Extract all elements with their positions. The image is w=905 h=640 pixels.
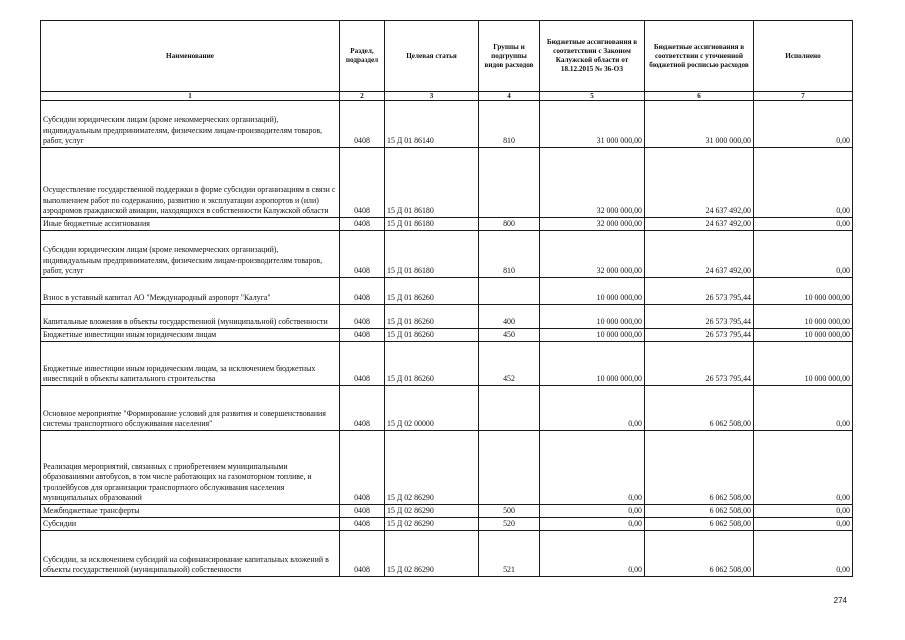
row-group [479, 386, 540, 431]
header-executed: Исполнено [754, 21, 853, 92]
row-law-amount: 0,00 [540, 505, 645, 518]
row-refined-amount: 24 637 492,00 [645, 218, 754, 231]
table-row [41, 278, 853, 305]
row-group: 452 [479, 342, 540, 386]
header-law-allocations: Бюджетные ассигнования в соответствии с Законом Калужской области от 18.12.2015 № 36-ОЗ [540, 21, 645, 92]
row-name: Субсидии юридическим лицам (кроме некоммерческих организаций), индивидуальным предпринимателям, физическим лицам-производителям товаров, работ, услуг [41, 101, 340, 148]
column-number: 5 [540, 92, 645, 101]
row-executed-amount: 10 000 000,00 [754, 305, 853, 329]
row-section: 0408 [340, 231, 385, 278]
column-number: 7 [754, 92, 853, 101]
table-row [41, 218, 853, 231]
row-law-amount: 0,00 [540, 531, 645, 577]
budget-execution-table [40, 20, 853, 577]
row-article: 15 Д 02 86290 [385, 431, 479, 505]
row-section: 0408 [340, 101, 385, 148]
row-group: 520 [479, 518, 540, 531]
row-refined-amount: 31 000 000,00 [645, 101, 754, 148]
row-executed-amount: 10 000 000,00 [754, 329, 853, 342]
row-name: Капитальные вложения в объекты государственной (муниципальной) собственности [41, 305, 340, 329]
table-row [41, 431, 853, 505]
row-refined-amount: 6 062 508,00 [645, 386, 754, 431]
row-group: 400 [479, 305, 540, 329]
row-refined-amount: 6 062 508,00 [645, 518, 754, 531]
row-article: 15 Д 01 86180 [385, 231, 479, 278]
row-group [479, 431, 540, 505]
row-law-amount: 10 000 000,00 [540, 278, 645, 305]
row-article: 15 Д 01 86260 [385, 342, 479, 386]
row-law-amount: 32 000 000,00 [540, 218, 645, 231]
row-executed-amount: 0,00 [754, 431, 853, 505]
row-refined-amount: 24 637 492,00 [645, 231, 754, 278]
table-row [41, 386, 853, 431]
row-name: Межбюджетные трансферты [41, 505, 340, 518]
table-row [41, 148, 853, 218]
row-refined-amount: 26 573 795,44 [645, 329, 754, 342]
row-section: 0408 [340, 342, 385, 386]
table-row [41, 505, 853, 518]
row-law-amount: 0,00 [540, 386, 645, 431]
row-article: 15 Д 01 86260 [385, 329, 479, 342]
table-row [41, 518, 853, 531]
row-law-amount: 31 000 000,00 [540, 101, 645, 148]
row-executed-amount: 0,00 [754, 101, 853, 148]
row-group: 450 [479, 329, 540, 342]
row-name: Осуществление государственной поддержки в форме субсидии организациям в связи с выполнением работ по содержанию, развитию и эксплуатации аэропортов и (или) аэродромов гражданской авиации, находящихся в собственности Калужской области [41, 148, 340, 218]
row-section: 0408 [340, 518, 385, 531]
row-name: Субсидии [41, 518, 340, 531]
row-name: Реализация мероприятий, связанных с приобретением муниципальными образованиями автобусов, в том числе работающих на газомоторном топливе, и троллейбусов для организации транспортного обслуживания населения муниципальных образований [41, 431, 340, 505]
row-law-amount: 10 000 000,00 [540, 329, 645, 342]
row-group: 800 [479, 218, 540, 231]
header-section: Раздел, подраздел [340, 21, 385, 92]
row-article: 15 Д 02 86290 [385, 518, 479, 531]
row-article: 15 Д 01 86180 [385, 148, 479, 218]
page-number: 274 [833, 596, 847, 605]
row-article: 15 Д 01 86260 [385, 278, 479, 305]
row-section: 0408 [340, 531, 385, 577]
header-groups: Группы и подгруппы видов расходов [479, 21, 540, 92]
row-section: 0408 [340, 431, 385, 505]
table-row [41, 101, 853, 148]
row-name: Бюджетные инвестиции иным юридическим лицам, за исключением бюджетных инвестиций в объекты капитального строительства [41, 342, 340, 386]
row-name: Основное мероприятие "Формирование условий для развития и совершенствования системы транспортного обслуживания населения" [41, 386, 340, 431]
table-row [41, 231, 853, 278]
row-executed-amount: 10 000 000,00 [754, 342, 853, 386]
row-group: 500 [479, 505, 540, 518]
row-group [479, 278, 540, 305]
row-executed-amount: 0,00 [754, 231, 853, 278]
row-law-amount: 0,00 [540, 431, 645, 505]
row-law-amount: 32 000 000,00 [540, 148, 645, 218]
row-article: 15 Д 02 00000 [385, 386, 479, 431]
row-name: Иные бюджетные ассигнования [41, 218, 340, 231]
row-law-amount: 10 000 000,00 [540, 342, 645, 386]
row-law-amount: 10 000 000,00 [540, 305, 645, 329]
row-group: 810 [479, 231, 540, 278]
row-law-amount: 32 000 000,00 [540, 231, 645, 278]
row-executed-amount: 0,00 [754, 531, 853, 577]
table-row [41, 531, 853, 577]
row-refined-amount: 6 062 508,00 [645, 431, 754, 505]
row-article: 15 Д 01 86140 [385, 101, 479, 148]
row-section: 0408 [340, 278, 385, 305]
row-article: 15 Д 01 86260 [385, 305, 479, 329]
row-name: Бюджетные инвестиции иным юридическим лицам [41, 329, 340, 342]
column-number-row [41, 92, 853, 101]
header-refined-allocations: Бюджетные ассигнования в соответствии с уточненной бюджетной росписью расходов [645, 21, 754, 92]
table-row [41, 342, 853, 386]
column-number: 1 [41, 92, 340, 101]
row-refined-amount: 26 573 795,44 [645, 305, 754, 329]
row-name: Субсидии юридическим лицам (кроме некоммерческих организаций), индивидуальным предпринимателям, физическим лицам-производителям товаров, работ, услуг [41, 231, 340, 278]
row-article: 15 Д 02 86290 [385, 531, 479, 577]
row-section: 0408 [340, 305, 385, 329]
column-number: 6 [645, 92, 754, 101]
row-group [479, 148, 540, 218]
table-row [41, 305, 853, 329]
row-name: Субсидии, за исключением субсидий на софинансирование капитальных вложений в объекты государственной (муниципальной) собственности [41, 531, 340, 577]
row-refined-amount: 26 573 795,44 [645, 278, 754, 305]
row-law-amount: 0,00 [540, 518, 645, 531]
row-refined-amount: 6 062 508,00 [645, 531, 754, 577]
row-section: 0408 [340, 386, 385, 431]
header-row [41, 21, 853, 92]
row-group: 810 [479, 101, 540, 148]
row-section: 0408 [340, 218, 385, 231]
column-number: 4 [479, 92, 540, 101]
header-article: Целевая статья [385, 21, 479, 92]
row-name: Взнос в уставный капитал АО "Международный аэропорт "Калуга" [41, 278, 340, 305]
row-section: 0408 [340, 329, 385, 342]
row-refined-amount: 26 573 795,44 [645, 342, 754, 386]
table-row [41, 329, 853, 342]
row-group: 521 [479, 531, 540, 577]
column-number: 2 [340, 92, 385, 101]
row-executed-amount: 10 000 000,00 [754, 278, 853, 305]
row-executed-amount: 0,00 [754, 386, 853, 431]
row-article: 15 Д 02 86290 [385, 505, 479, 518]
header-name: Наименование [41, 21, 340, 92]
row-executed-amount: 0,00 [754, 148, 853, 218]
column-number: 3 [385, 92, 479, 101]
row-article: 15 Д 01 86180 [385, 218, 479, 231]
row-section: 0408 [340, 505, 385, 518]
row-section: 0408 [340, 148, 385, 218]
row-refined-amount: 6 062 508,00 [645, 505, 754, 518]
row-executed-amount: 0,00 [754, 505, 853, 518]
row-refined-amount: 24 637 492,00 [645, 148, 754, 218]
row-executed-amount: 0,00 [754, 218, 853, 231]
row-executed-amount: 0,00 [754, 518, 853, 531]
